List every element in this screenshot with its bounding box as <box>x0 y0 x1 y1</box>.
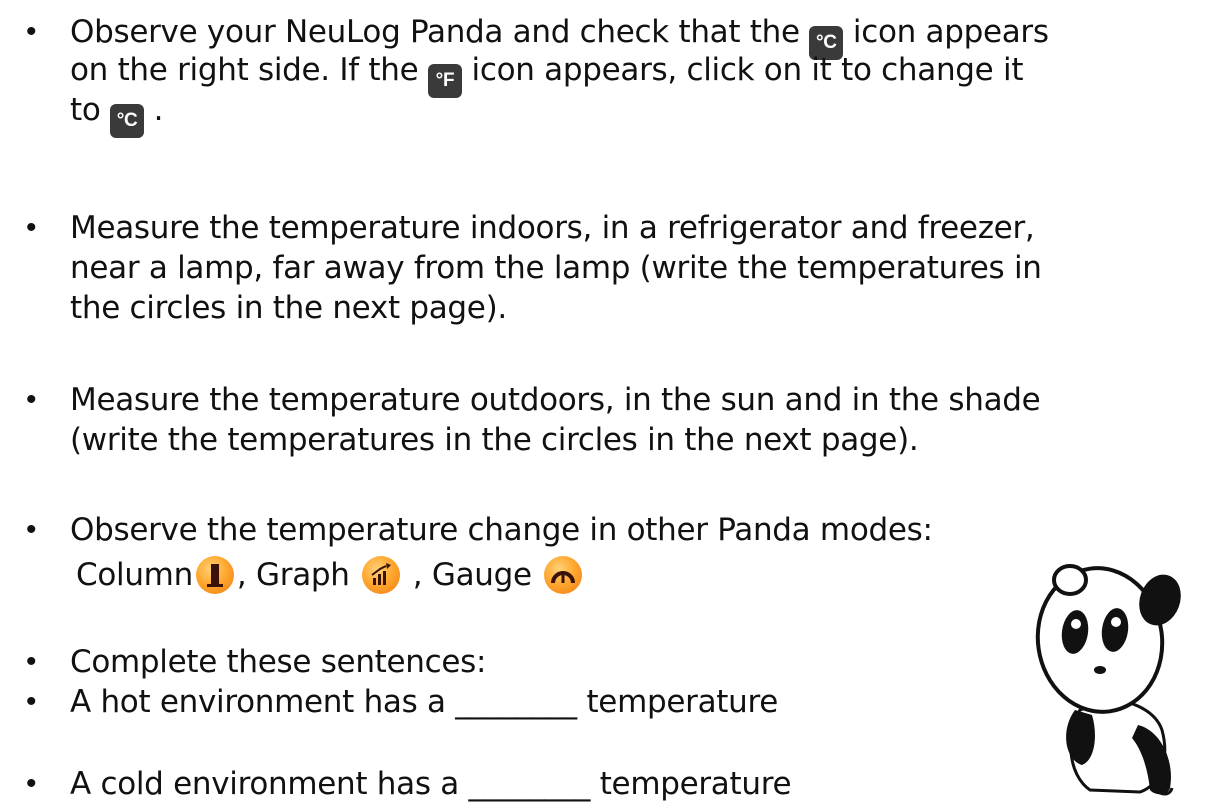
outdoors-line-2: (write the temperatures in the circles in the next page). <box>70 422 919 458</box>
graph-icon[interactable] <box>362 556 400 594</box>
bullet-marker: • <box>26 767 37 800</box>
indoors-line-1: Measure the temperature indoors, in a refrigerator and freezer, <box>70 210 1035 246</box>
bullet-marker: • <box>26 645 37 678</box>
cold-text-a: A cold environment has a <box>70 766 459 802</box>
bullet-marker: • <box>26 15 37 48</box>
indoors-line-3: the circles in the next page). <box>70 290 507 326</box>
outdoors-line-1: Measure the temperature outdoors, in the sun and in the shade <box>70 382 1041 418</box>
bullet-marker: • <box>26 513 37 546</box>
mode-graph-label: , Graph <box>236 557 350 593</box>
column-icon[interactable] <box>196 556 234 594</box>
panda-illustration <box>1020 560 1210 800</box>
cold-line <box>70 766 791 802</box>
observe-text-2a: on the right side. If the <box>70 52 419 88</box>
indoors-line-2: near a lamp, far away from the lamp (write the temperatures in <box>70 250 1042 286</box>
mode-gauge-label: , Gauge <box>412 557 532 593</box>
celsius-icon[interactable]: °C <box>809 26 843 60</box>
bullet-marker: • <box>26 211 37 244</box>
observe-line-3 <box>70 92 163 138</box>
hot-text-a: A hot environment has a <box>70 684 446 720</box>
cold-blank[interactable]: ________ <box>468 766 591 802</box>
modes-line-2 <box>76 556 585 594</box>
cold-text-b: temperature <box>599 766 792 802</box>
modes-line-1: Observe the temperature change in other Panda modes: <box>70 512 933 548</box>
fahrenheit-icon[interactable]: °F <box>428 64 462 98</box>
observe-text-1b: icon appears <box>852 14 1049 50</box>
gauge-icon[interactable] <box>544 556 582 594</box>
observe-text-2b: icon appears, click on it to change it <box>471 52 1024 88</box>
bullet-marker: • <box>26 685 37 718</box>
hot-line <box>70 684 778 720</box>
hot-blank[interactable]: ________ <box>455 684 577 720</box>
observe-line-2 <box>70 52 1023 98</box>
observe-text-1a: Observe your NeuLog Panda and check that the <box>70 14 800 50</box>
celsius-icon[interactable]: °C <box>110 104 144 138</box>
hot-text-b: temperature <box>586 684 779 720</box>
mode-column-label: Column <box>76 557 193 593</box>
bullet-marker: • <box>26 383 37 416</box>
complete-line: Complete these sentences: <box>70 644 487 680</box>
observe-text-3a: to <box>70 92 101 128</box>
observe-text-3b: . <box>153 92 164 128</box>
